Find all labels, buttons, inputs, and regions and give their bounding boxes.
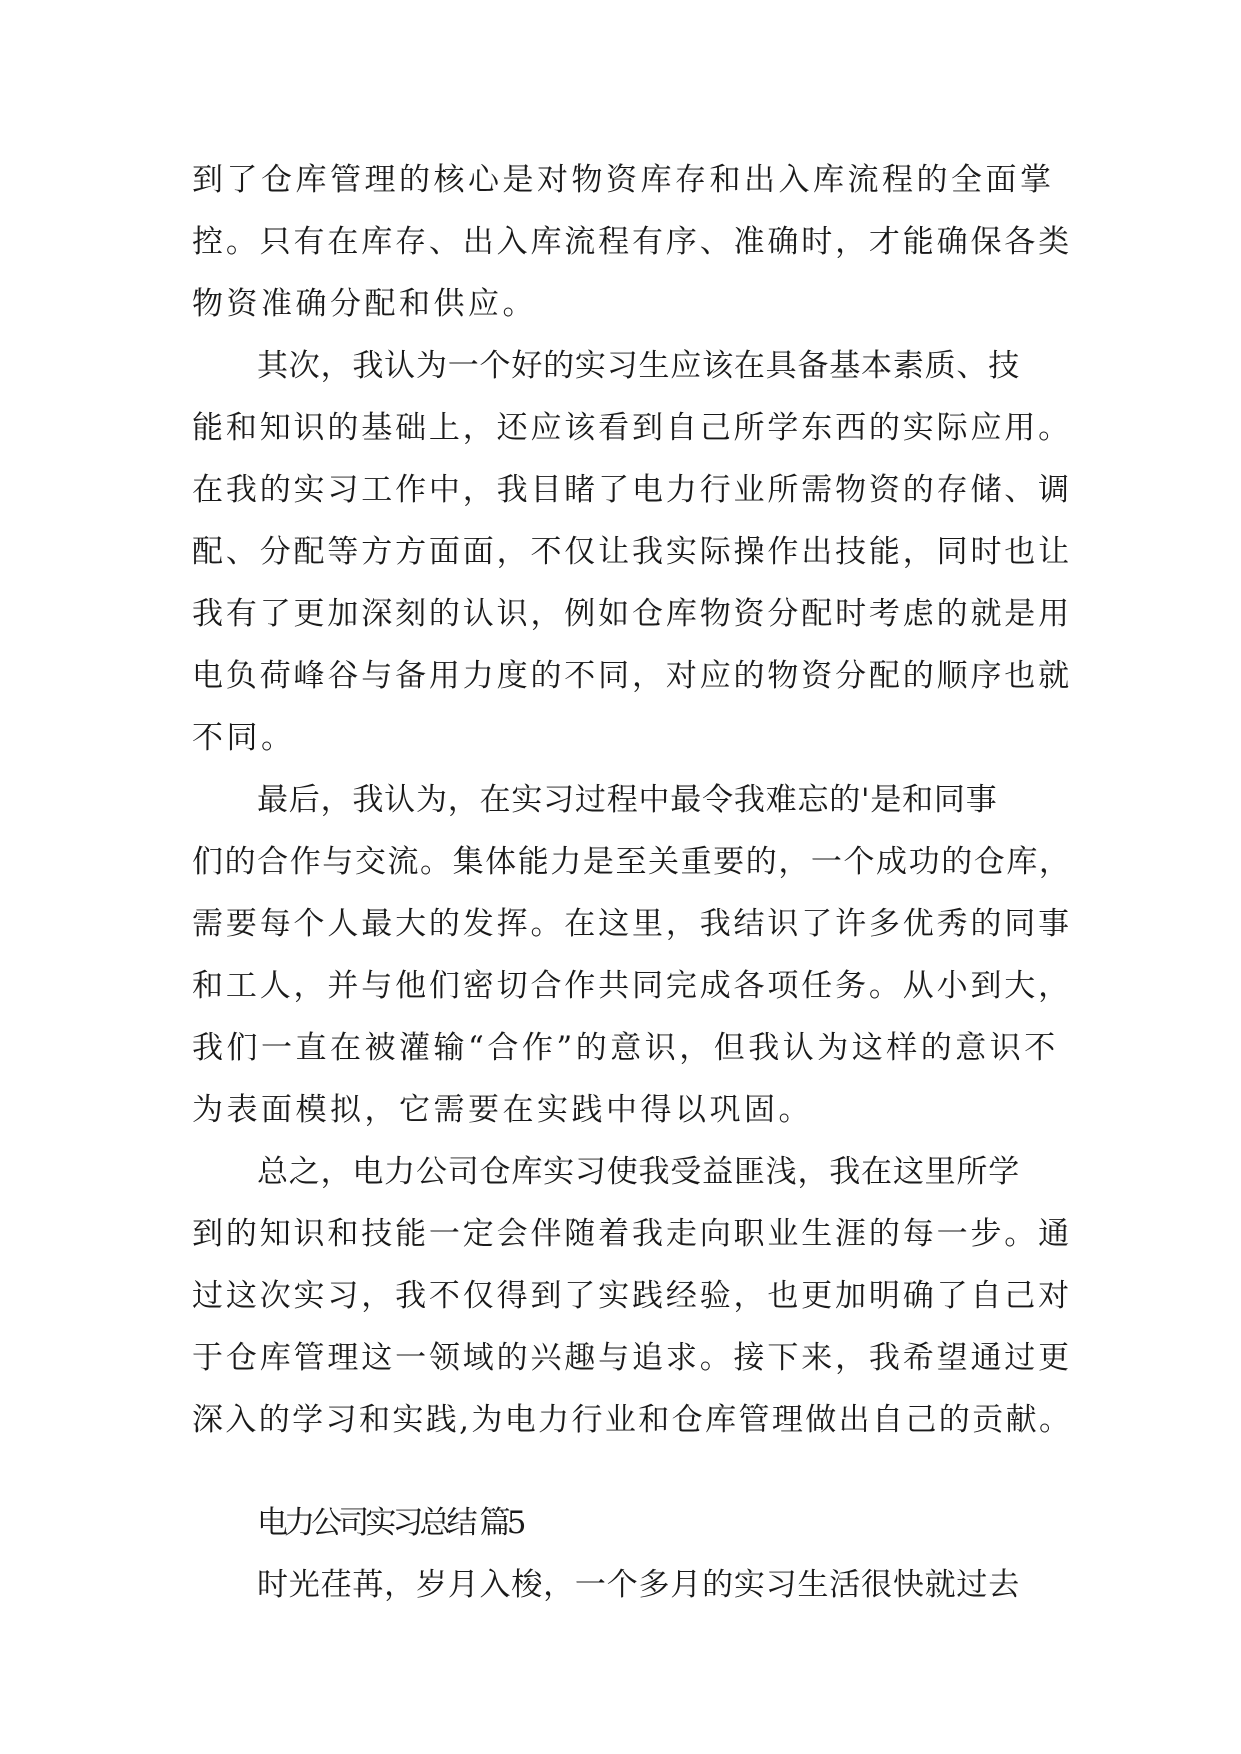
- text-line: 能和知识的基础上，还应该看到自己所学东西的实际应用。: [192, 410, 1072, 446]
- text-line: 于仓库管理这一领域的兴趣与追求。接下来，我希望通过更: [192, 1340, 1072, 1376]
- text-line: 过这次实习，我不仅得到了实践经验，也更加明确了自己对: [192, 1278, 1072, 1314]
- text-line: 不同。: [192, 720, 296, 756]
- text-line: 们的合作与交流。集体能力是至关重要的，一个成功的仓库，: [192, 844, 1072, 880]
- text-line: 我们一直在被灌输“合作”的意识，但我认为这样的意识不: [192, 1030, 1059, 1066]
- text-line: 配、分配等方方面面，不仅让我实际操作出技能，同时也让: [192, 534, 1072, 570]
- text-line: 需要每个人最大的发挥。在这里，我结识了许多优秀的同事: [192, 906, 1072, 942]
- section-heading: 电力公司实习总结 篇5: [257, 1505, 523, 1541]
- text-line: 在我的实习工作中，我目睹了电力行业所需物资的存储、调: [192, 472, 1072, 508]
- text-line: 和工人，并与他们密切合作共同完成各项任务。从小到大，: [192, 968, 1072, 1004]
- paragraph-start: 其次，我认为一个好的实习生应该在具备基本素质、技: [257, 348, 1020, 384]
- text-line: 电负荷峰谷与备用力度的不同，对应的物资分配的顺序也就: [192, 658, 1072, 694]
- text-line: 深入的学习和实践,为电力行业和仓库管理做出自己的贡献。: [192, 1402, 1073, 1438]
- text-line: 到的知识和技能一定会伴随着我走向职业生涯的每一步。通: [192, 1216, 1072, 1252]
- paragraph-start: 最后，我认为，在实习过程中最令我难忘的'是和同事: [257, 782, 998, 818]
- text-line: 到了仓库管理的核心是对物资库存和出入库流程的全面掌: [192, 162, 1055, 198]
- paragraph-start: 总之，电力公司仓库实习使我受益匪浅，我在这里所学: [257, 1154, 1020, 1190]
- text-line: 为表面模拟，它需要在实践中得以巩固。: [192, 1092, 813, 1128]
- paragraph-start: 时光荏苒，岁月入梭，一个多月的实习生活很快就过去: [257, 1567, 1020, 1603]
- text-line: 控。只有在库存、出入库流程有序、准确时，才能确保各类: [192, 224, 1072, 260]
- text-line: 物资准确分配和供应。: [192, 286, 537, 322]
- text-line: 我有了更加深刻的认识，例如仓库物资分配时考虑的就是用: [192, 596, 1072, 632]
